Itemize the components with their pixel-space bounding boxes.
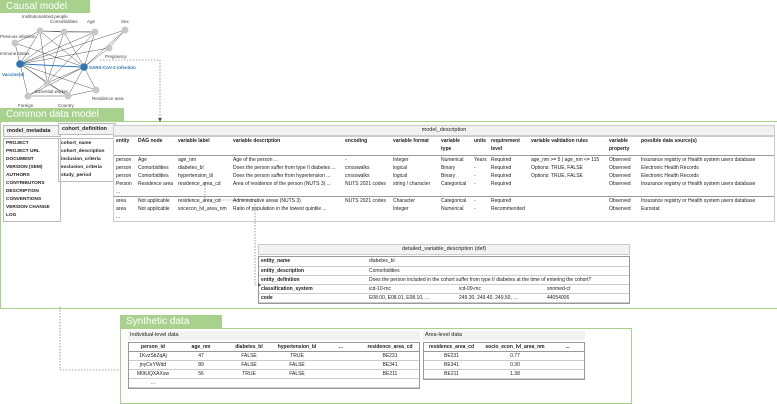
synthetic-cell: BE231 <box>443 353 459 359</box>
synthetic-header-cell: hypertension_bl <box>277 344 317 350</box>
model-description-cell: Electronic Health Records <box>641 164 699 171</box>
label-vaccine: Vaccine(s) <box>2 72 25 77</box>
synthetic-cell: 1KvzSbZqAj <box>139 353 167 359</box>
synthetic-cell: 0.30 <box>510 362 520 368</box>
model-description-cell: Observed <box>609 197 631 204</box>
model-description-cell: Comorbidities <box>138 164 169 171</box>
model-description-title: model_description <box>113 125 775 136</box>
model-description-cell: - <box>474 172 476 179</box>
row-to-detail-connector <box>205 182 260 285</box>
synthetic-cell: TRUE <box>242 371 256 377</box>
synthetic-row <box>129 361 419 370</box>
label-foreign: Foreign <box>18 103 34 108</box>
synthetic-cell: 1.38 <box>510 371 520 377</box>
cohort-item: study_period <box>61 173 92 178</box>
synthetic-cell: FALSE <box>241 362 257 368</box>
synthetic-cell <box>321 352 361 361</box>
synthetic-row <box>129 370 419 379</box>
detailed-key: classification_system <box>261 285 313 292</box>
synthetic-cell: M0tUQXAXsw <box>137 371 169 377</box>
label-sars: SARS-CoV-2 infection <box>89 65 136 70</box>
label-residence-area: Residence area <box>92 96 124 101</box>
tab-cohort-definition[interactable]: cohort_definition <box>58 123 116 135</box>
model-description-cell: Integer <box>393 156 409 163</box>
model-description-cell: - <box>345 156 347 163</box>
individual-table <box>129 343 419 388</box>
model-description-cell: ... <box>116 213 121 220</box>
synthetic-row <box>424 361 584 370</box>
synthetic-cell: 0.77 <box>510 353 520 359</box>
synthetic-data-title: Synthetic data <box>120 315 222 328</box>
individual-level-label: Individual-level data <box>128 331 420 340</box>
synthetic-cell: 56 <box>198 371 204 377</box>
model-description-cell: Insurance registry or Health system users database <box>641 156 756 163</box>
model-description-cell: area <box>116 197 127 204</box>
metadata-item: PROJECT <box>6 141 29 146</box>
synthetic-cell <box>551 352 584 361</box>
tab-model-metadata[interactable]: model_metadata <box>3 125 61 137</box>
area-header-row <box>424 343 584 352</box>
synthetic-cell <box>225 379 273 388</box>
model-description-cell: Not applicable <box>138 197 170 204</box>
model-description-cell: age_nm <box>178 156 197 163</box>
model-description-cell: Area of residence of the person (NUTS 3) ... <box>233 180 331 187</box>
model-description-cell: - <box>474 197 476 204</box>
model-description-cell: Years <box>474 156 487 163</box>
model-description-cell: Insurance registry or Health system users database <box>641 180 756 187</box>
model-description-cell: Does the person suffer from hypertension ... <box>233 172 331 179</box>
synthetic-header-cell: diabetes_bl <box>235 344 263 350</box>
model-description-cell: - <box>474 205 476 212</box>
model-to-synthetic-connector <box>60 307 128 370</box>
model-description-cell: NUTS 2021 codes <box>345 197 386 204</box>
synthetic-header-cell: ... <box>338 344 344 350</box>
metadata-item: CONTRIBUTORS <box>6 181 45 186</box>
model-description-cell: hypertension_bl <box>178 172 214 179</box>
label-country: Country <box>58 103 74 108</box>
header-cell: requirement level <box>491 138 520 152</box>
label-age: Age <box>87 19 96 24</box>
header-cell: variable type <box>441 138 460 152</box>
model-description-cell: Observed <box>609 205 631 212</box>
synthetic-header-cell: residence_area_cd <box>367 344 413 350</box>
model-description-cell: Binary <box>441 172 456 179</box>
model-description-cell: Ratio of population in the lowest quintile ... <box>233 205 327 212</box>
detailed-key: entity_name <box>261 258 291 264</box>
model-description-cell: Insurance registry or Health system users database <box>641 197 756 204</box>
synthetic-row <box>129 379 419 388</box>
synthetic-cell: FALSE <box>289 362 305 368</box>
cohort-item: inclusion_criteria <box>61 157 101 162</box>
detailed-key: entity_description <box>261 267 305 274</box>
detailed-value: E08.00, E08.01, E08.10, ... <box>369 294 430 301</box>
synthetic-cell <box>273 379 321 388</box>
detailed-value: 249.30, 249.40, 249.50, ... <box>459 294 518 301</box>
detailed-value: 44054006 <box>547 294 570 301</box>
model-description-cell: Binary <box>441 164 456 171</box>
model-description-cell: diabetes_bl <box>178 164 204 171</box>
model-description-cell: Required <box>491 164 512 171</box>
individual-body <box>129 352 419 388</box>
synthetic-cell <box>551 361 584 370</box>
individual-header-row <box>129 343 419 352</box>
model-description-cell: - <box>474 180 476 187</box>
synthetic-cell <box>177 379 225 388</box>
model-description-cell: Recommended <box>491 205 525 212</box>
label-previous-infection: Previous infection <box>0 34 36 39</box>
model-description-cell: Categorical <box>441 197 467 204</box>
synthetic-cell: ... <box>150 380 156 386</box>
model-description-cell: Options: TRUE, FALSE <box>531 172 583 179</box>
synthetic-cell <box>321 379 361 388</box>
synthetic-cell: BE211 <box>444 371 459 377</box>
synthetic-cell <box>361 379 419 388</box>
detailed-value: icd-10-mc <box>369 285 391 292</box>
model-description-cell: crosswalks <box>345 164 370 171</box>
model-description-cell: NUTS 2021 codes <box>345 180 386 187</box>
synthetic-cell: 47 <box>198 353 204 359</box>
synthetic-cell: 89 <box>198 362 204 368</box>
header-cell: encoding <box>345 138 368 144</box>
synthetic-row <box>129 352 419 361</box>
model-description-cell: Observed <box>609 172 631 179</box>
metadata-item: PROJECT URL <box>6 149 40 154</box>
model-description-cell: Observed <box>609 156 631 163</box>
header-cell: variable description <box>233 138 281 144</box>
header-cell: variable validation rules <box>531 138 588 144</box>
cohort-item: cohort_description <box>61 149 105 154</box>
cohort-item: cohort_name <box>61 141 92 146</box>
detailed-value: Comorbidities <box>369 267 400 274</box>
detailed-value: icd-09-mc <box>459 285 481 292</box>
synthetic-cell: TRUE <box>290 353 304 359</box>
synthetic-cell: jnyCeYWdd <box>139 362 167 368</box>
detailed-key: code <box>261 294 273 301</box>
model-description-cell: area <box>116 205 127 212</box>
label-essential-worker: Essential worker <box>35 89 69 94</box>
model-description-cell: crosswalks <box>345 172 370 179</box>
model-description-cell: Electronic Health Records <box>641 172 699 179</box>
model-description-cell: socecon_lvl_area_nm <box>178 205 227 212</box>
common-data-model-title: Common data model <box>0 108 124 121</box>
metadata-item: VERSION (SEM) <box>6 165 43 170</box>
model-description-cell: Age of the person ... <box>233 156 279 163</box>
synthetic-header-cell: residence_area_cd <box>428 344 475 350</box>
synthetic-row <box>424 352 584 361</box>
model-description-cell: Not applicable <box>138 205 170 212</box>
metadata-item: DESCRIPTION <box>6 189 39 194</box>
header-cell: variable format <box>393 138 429 144</box>
label-sex: Sex <box>121 19 129 24</box>
label-immune-status: Immune status <box>0 51 30 56</box>
area-table-wrap <box>423 342 585 380</box>
header-cell: DAG node <box>138 138 163 144</box>
area-table <box>424 343 584 379</box>
synthetic-header-cell: age_nm <box>191 344 211 350</box>
model-description-cell: Does the person suffer from type II diabetes ... <box>233 164 336 171</box>
metadata-item: CONVENTIONS <box>6 197 42 202</box>
synthetic-cell: FALSE <box>289 371 305 377</box>
model-description-cell: Categorical <box>441 180 467 187</box>
synthetic-cell: FALSE <box>241 353 257 359</box>
label-comorbidities: Comorbidities <box>50 19 78 24</box>
model-description-cell: Required <box>491 197 512 204</box>
model-description-cell: Integer <box>393 205 409 212</box>
metadata-item: DOCUMENT <box>6 157 34 162</box>
synthetic-cell <box>321 361 361 370</box>
model-description-cell: - <box>474 164 476 171</box>
synthetic-cell <box>321 370 361 379</box>
model-description-cell: Comorbidities <box>138 172 169 179</box>
model-description-cell: logical <box>393 172 408 179</box>
synthetic-cell <box>551 370 584 379</box>
label-pregnancy: Pregnancy <box>105 54 127 59</box>
model-description-cell: person <box>116 164 132 171</box>
area-level-label: Area-level data <box>423 331 585 340</box>
model-description-cell: Character <box>393 197 415 204</box>
synthetic-cell: BE341 <box>443 362 459 368</box>
synthetic-header-cell: ... <box>565 344 570 350</box>
model-description-cell: Numerical <box>441 156 464 163</box>
model-description-cell: Age <box>138 156 147 163</box>
model-description-cell: Options: TRUE, FALSE <box>531 164 583 171</box>
detailed-description-title: detailed_variable_description (def) <box>258 244 630 255</box>
dag-to-model-connector <box>100 60 160 120</box>
synthetic-row <box>424 370 584 379</box>
model-description-cell: ... <box>116 188 121 195</box>
cohort-item: exclusion_criteria <box>61 165 102 170</box>
model-description-cell: residence_area_cd <box>178 180 221 187</box>
header-cell: units <box>474 138 486 144</box>
model-description-cell: Person <box>116 180 132 187</box>
header-cell: possible data source(s) <box>641 138 697 144</box>
metadata-item: AUTHORS <box>6 173 30 178</box>
synthetic-cell: BE211 <box>382 371 398 377</box>
causal-model-title: Causal model <box>0 0 90 13</box>
model-description-cell: residence_area_cd <box>178 197 221 204</box>
model-description-cell: Observed <box>609 180 631 187</box>
header-cell: variable property <box>609 138 630 152</box>
model-description-cell: Required <box>491 172 512 179</box>
model-description-cell: Observed <box>609 164 631 171</box>
model-description-cell: Required <box>491 180 512 187</box>
header-cell: entity <box>116 138 130 144</box>
header-cell: variable label <box>178 138 210 144</box>
model-description-cell: age_nm >= 5 | age_nm <= 115 <box>531 156 600 163</box>
model-description-cell: string / character <box>393 180 431 187</box>
model-description-cell: logical <box>393 164 408 171</box>
synthetic-header-cell: person_id <box>141 344 165 350</box>
model-description-cell: Eurostat <box>641 205 660 212</box>
model-description-cell: person <box>116 156 132 163</box>
detailed-value: snomed-ct <box>547 285 571 292</box>
metadata-item: VERSION CHANGE LOG <box>6 205 50 218</box>
model-description-cell: Required <box>491 156 512 163</box>
label-institutionalized: Institutionalized people <box>22 14 68 19</box>
model-description-cell: Administrative areas (NUTS 3) <box>233 197 301 204</box>
synthetic-cell: BE341 <box>382 362 398 368</box>
model-description-cell: Numerical <box>441 205 464 212</box>
detailed-value: diabetes_bl <box>369 258 395 264</box>
detailed-value: Does the person included in the cohort suffer from type II diabetes at the time of entering the cohort? <box>369 276 592 283</box>
synthetic-header-cell: socio_econ_lvl_area_nm <box>485 344 545 350</box>
area-body <box>424 352 584 379</box>
model-description-cell: person <box>116 172 132 179</box>
model-description-cell: Residence area <box>138 180 174 187</box>
synthetic-cell: BE231 <box>382 353 398 359</box>
detailed-key: entity_definition <box>261 276 300 283</box>
individual-table-wrap <box>128 342 420 389</box>
